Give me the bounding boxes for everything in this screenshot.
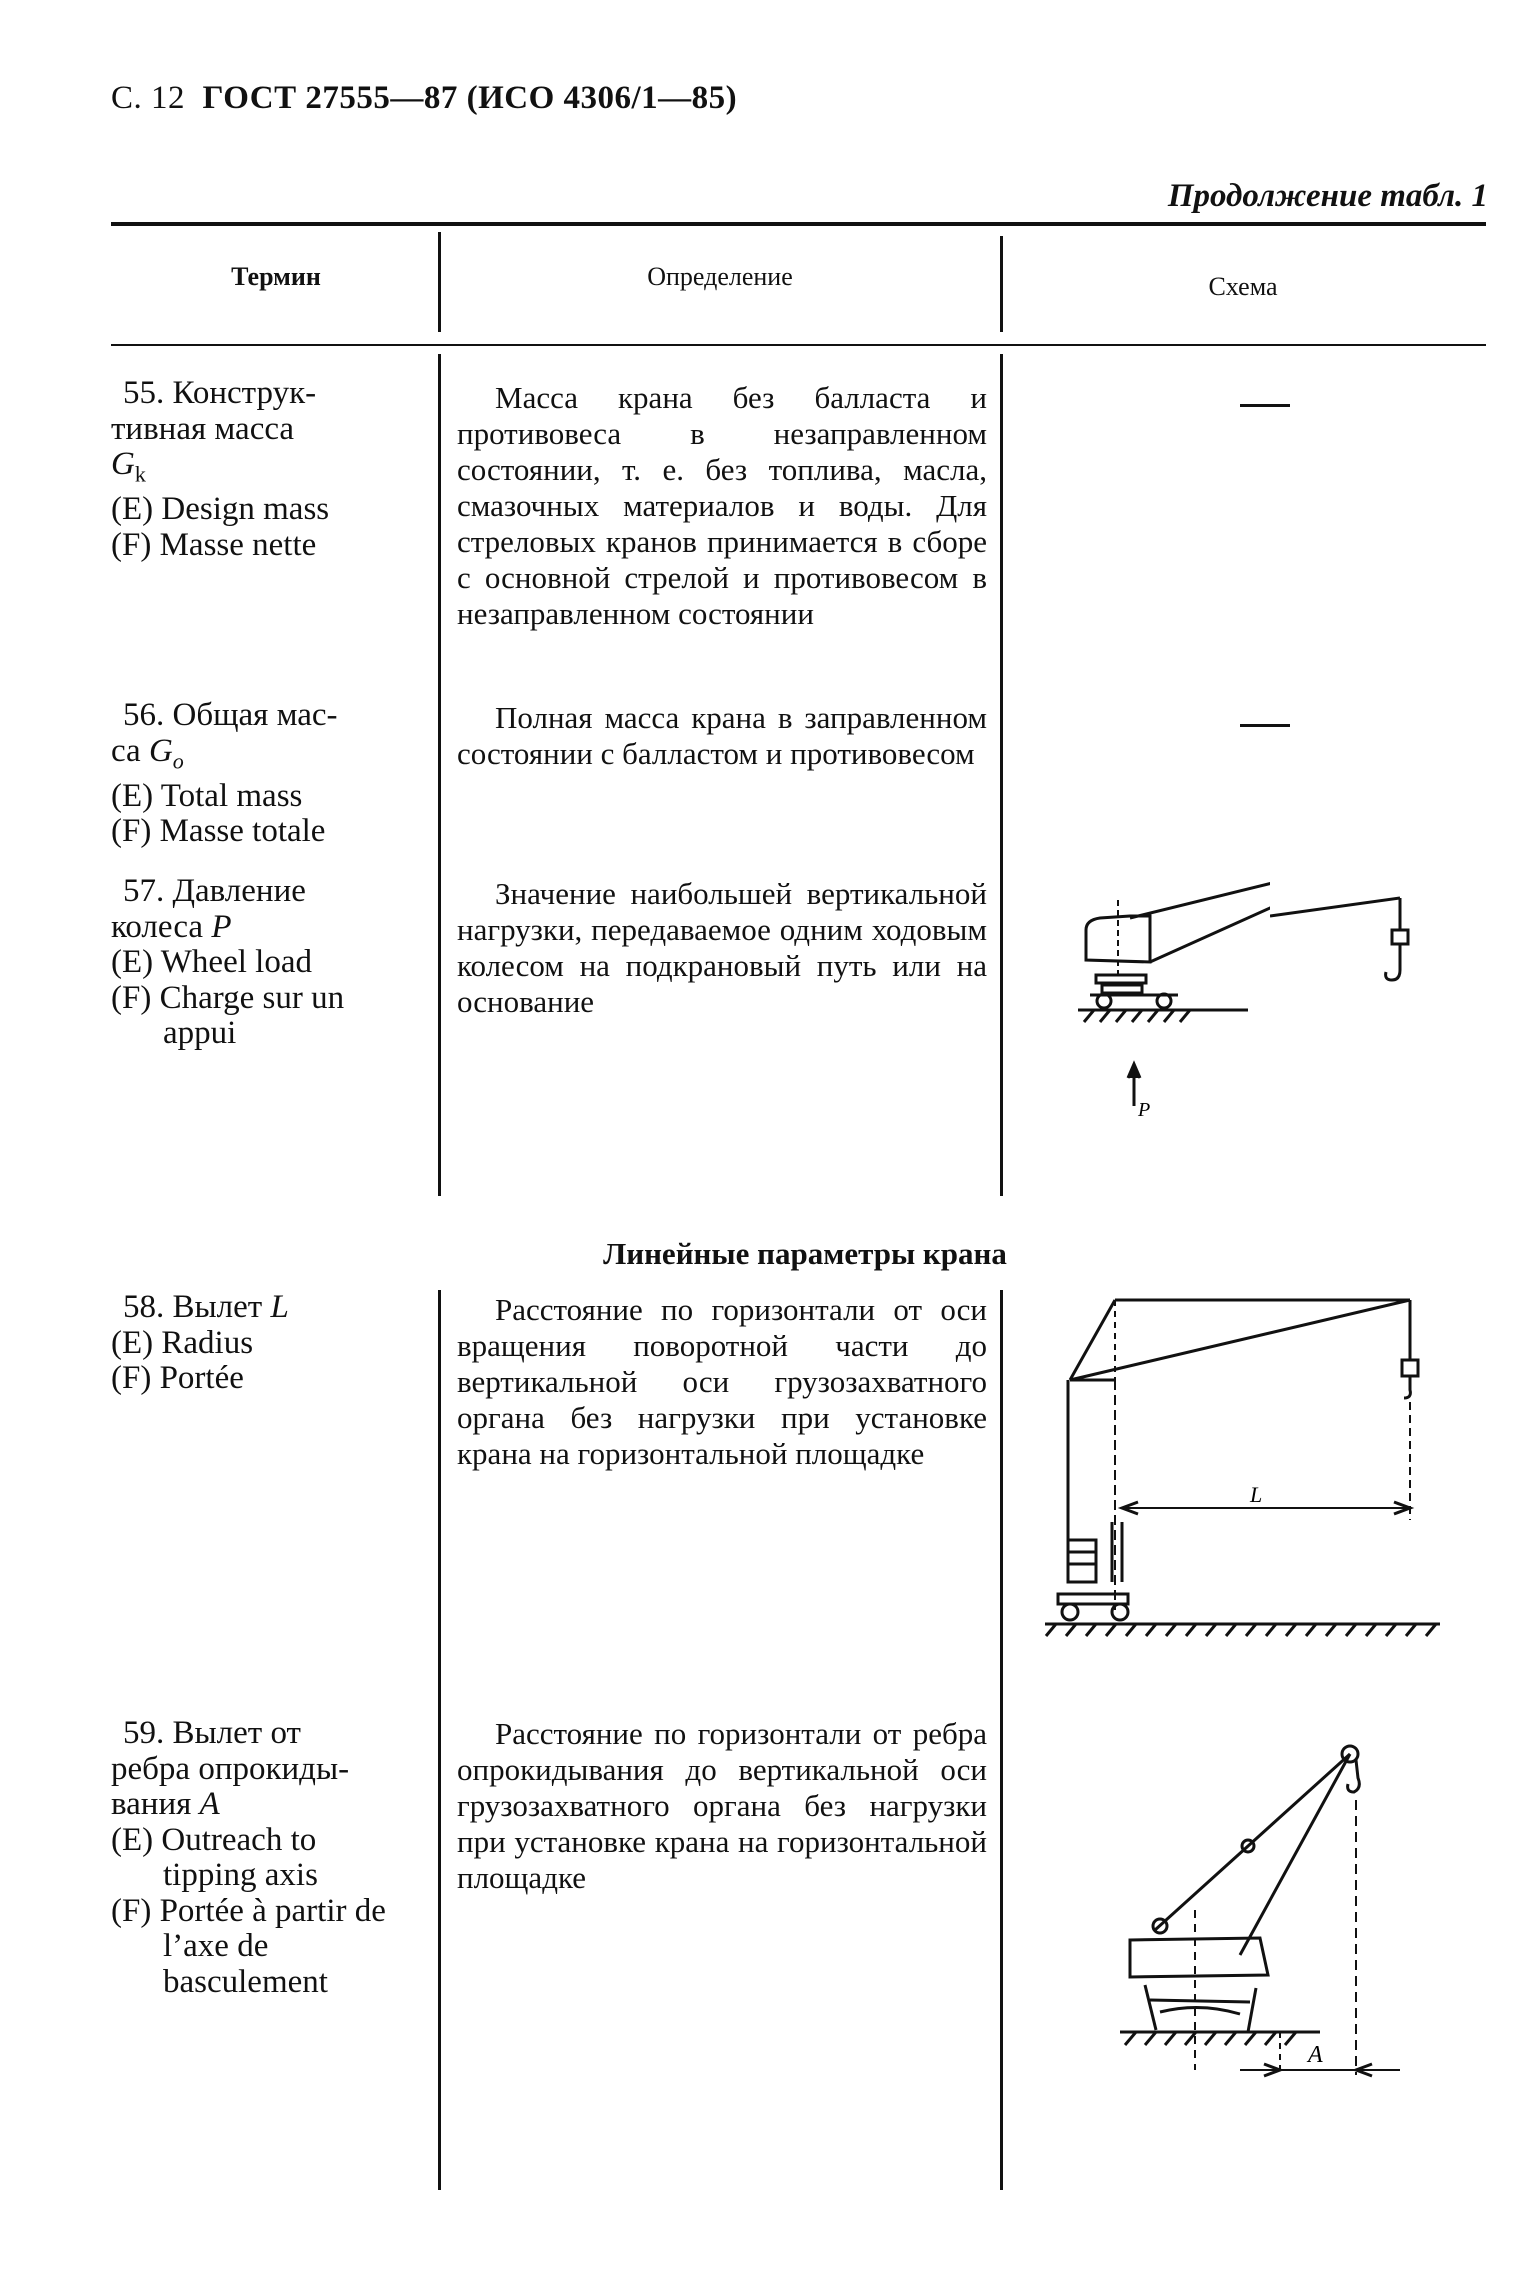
term-symbol: $G_k$ [111, 446, 146, 487]
page-header [111, 80, 737, 117]
col-separator [1000, 354, 1003, 1196]
term-line: вания A [111, 1786, 220, 1822]
term-56 [111, 698, 411, 850]
term-line: 57. Давление [123, 873, 306, 909]
term-fr: (F) Charge sur un appui [111, 979, 345, 1051]
definition-56: Полная масса крана в заправленном состоянии с балластом и противовесом [457, 700, 987, 771]
term-line: 58. Вылет L [123, 1289, 289, 1325]
col-separator [438, 1290, 441, 2190]
definition-58: Расстояние по горизонтали от оси вращения поворотной части до вертикальной оси грузозахватного органа без нагрузки при установке крана на горизонтальной площадке [457, 1292, 987, 1471]
term-en: (E) Wheel load [111, 944, 312, 980]
term-en: (E) Outreach to tipping axis [111, 1821, 318, 1893]
col-header-scheme: Схема [1208, 272, 1278, 301]
scheme-dash-55 [1240, 404, 1290, 407]
col-separator [1000, 236, 1003, 332]
col-separator [1000, 1290, 1003, 2190]
term-59 [111, 1716, 411, 2000]
term-en: (E) Design mass [111, 491, 330, 528]
table-continuation: Продолжение табл. 1 [1167, 178, 1488, 214]
term-58 [111, 1290, 411, 1397]
term-en: (E) Total mass [111, 777, 303, 814]
wheel-load-scheme [1070, 880, 1270, 1170]
term-55 [111, 376, 411, 563]
col-header-definition: Определение [647, 262, 793, 291]
col-separator [438, 232, 441, 332]
term-en: (E) Radius [111, 1324, 254, 1361]
term-line: 59. Вылет от [123, 1715, 301, 1751]
col-separator [438, 354, 441, 1196]
term-fr: (F) Masse nette [111, 526, 317, 563]
term-line: тивная масса [111, 410, 295, 447]
term-fr: (F) Portée à partir de l’axe de basculement [111, 1892, 386, 2000]
page-number: С. 12 [111, 80, 186, 116]
scheme-dash-56 [1240, 724, 1290, 727]
scheme-label-a: A [1308, 2042, 1323, 2068]
col-header-term: Термин [231, 262, 321, 291]
definition-59: Расстояние по горизонтали от ребра опрокидывания до вертикальной оси грузозахватного органа без нагрузки при установке крана на горизонтальной площадке [457, 1716, 987, 1895]
definition-55: Масса крана без балласта и противовеса в незаправленном состоянии, т. е. без топлива, масла, смазочных материалов и воды. Для стреловых кранов принимается в сборе с основной стрелой и противовесом в незаправленном состоянии [457, 380, 987, 631]
scheme-label-p: P [1138, 1099, 1151, 1121]
term-fr: (F) Portée [111, 1360, 244, 1396]
term-line: ребра опрокиды- [111, 1750, 350, 1787]
boom-hook-57 [1270, 880, 1430, 1030]
term-fr: (F) Masse totale [111, 813, 326, 850]
term-line: 56. Общая мас- [123, 697, 338, 733]
header-bottom-rule [111, 344, 1486, 346]
term-line: са $G_o$ [111, 732, 184, 774]
tipping-axis-scheme [1100, 1740, 1420, 2100]
term-line: 55. Конструк- [123, 375, 317, 411]
standard-code: ГОСТ 27555—87 (ИСО 4306/1—85) [202, 80, 738, 116]
section-title: Линейные параметры крана [603, 1236, 1007, 1271]
term-line: колеса P [111, 908, 232, 945]
term-57 [111, 874, 411, 1052]
scheme-label-l: L [1250, 1482, 1263, 1507]
definition-57: Значение наибольшей вертикальной нагрузки, передаваемое одним ходовым колесом на подкрановый путь или на основание [457, 876, 987, 1019]
radius-scheme [1040, 1290, 1470, 1670]
table-top-rule [111, 222, 1486, 226]
